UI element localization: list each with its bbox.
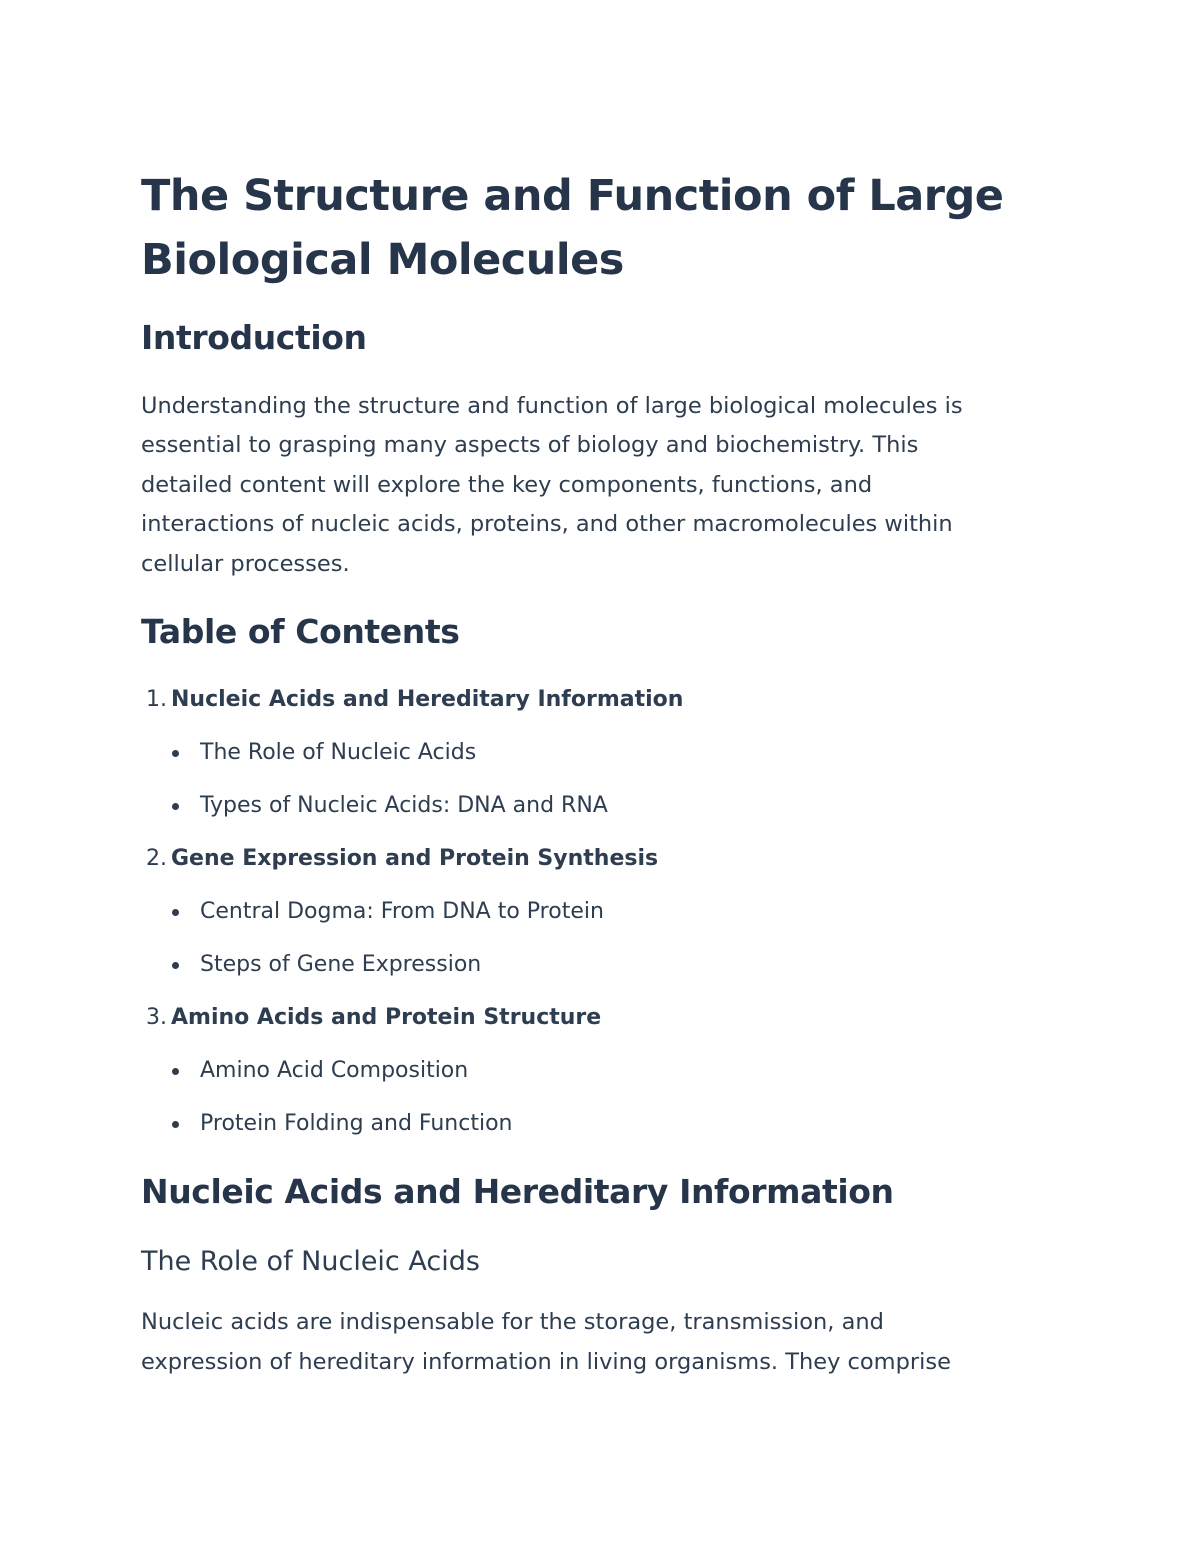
- bullet-icon: [172, 803, 179, 810]
- bullet-icon: [172, 750, 179, 757]
- toc-item-amino-acids[interactable]: Amino Acids and Protein Structure: [171, 1005, 602, 1030]
- paragraph-line: interactions of nucleic acids, proteins, and other macromolecules within: [141, 511, 953, 537]
- toc-item-number: 1.: [146, 687, 167, 712]
- bullet-icon: [172, 962, 179, 969]
- toc-subitem[interactable]: Central Dogma: From DNA to Protein: [200, 899, 604, 924]
- toc-item-number: 3.: [146, 1005, 167, 1030]
- section-heading-nucleic-acids: Nucleic Acids and Hereditary Information: [141, 1172, 894, 1211]
- bullet-icon: [172, 1121, 179, 1128]
- toc-heading: Table of Contents: [141, 612, 460, 651]
- toc-subitem[interactable]: Amino Acid Composition: [200, 1058, 469, 1083]
- toc-subitem[interactable]: Steps of Gene Expression: [200, 952, 482, 977]
- toc-subitem[interactable]: Types of Nucleic Acids: DNA and RNA: [200, 793, 608, 818]
- introduction-heading: Introduction: [141, 318, 367, 357]
- paragraph-line: detailed content will explore the key components, functions, and: [141, 472, 873, 498]
- paragraph-line: essential to grasping many aspects of biology and biochemistry. This: [141, 432, 919, 458]
- paragraph-line: expression of hereditary information in living organisms. They comprise: [141, 1349, 951, 1375]
- paragraph-line: cellular processes.: [141, 551, 350, 577]
- subsection-heading-role: The Role of Nucleic Acids: [141, 1246, 480, 1277]
- toc-subitem[interactable]: The Role of Nucleic Acids: [200, 740, 477, 765]
- toc-subitem[interactable]: Protein Folding and Function: [200, 1111, 513, 1136]
- toc-item-number: 2.: [146, 846, 167, 871]
- paragraph-line: Nucleic acids are indispensable for the storage, transmission, and: [141, 1309, 884, 1335]
- bullet-icon: [172, 1068, 179, 1075]
- toc-item-nucleic-acids[interactable]: Nucleic Acids and Hereditary Information: [171, 687, 684, 712]
- toc-item-gene-expression[interactable]: Gene Expression and Protein Synthesis: [171, 846, 659, 871]
- bullet-icon: [172, 909, 179, 916]
- paragraph-line: Understanding the structure and function of large biological molecules is: [141, 393, 963, 419]
- document-title: The Structure and Function of Large Biological Molecules: [141, 171, 1004, 285]
